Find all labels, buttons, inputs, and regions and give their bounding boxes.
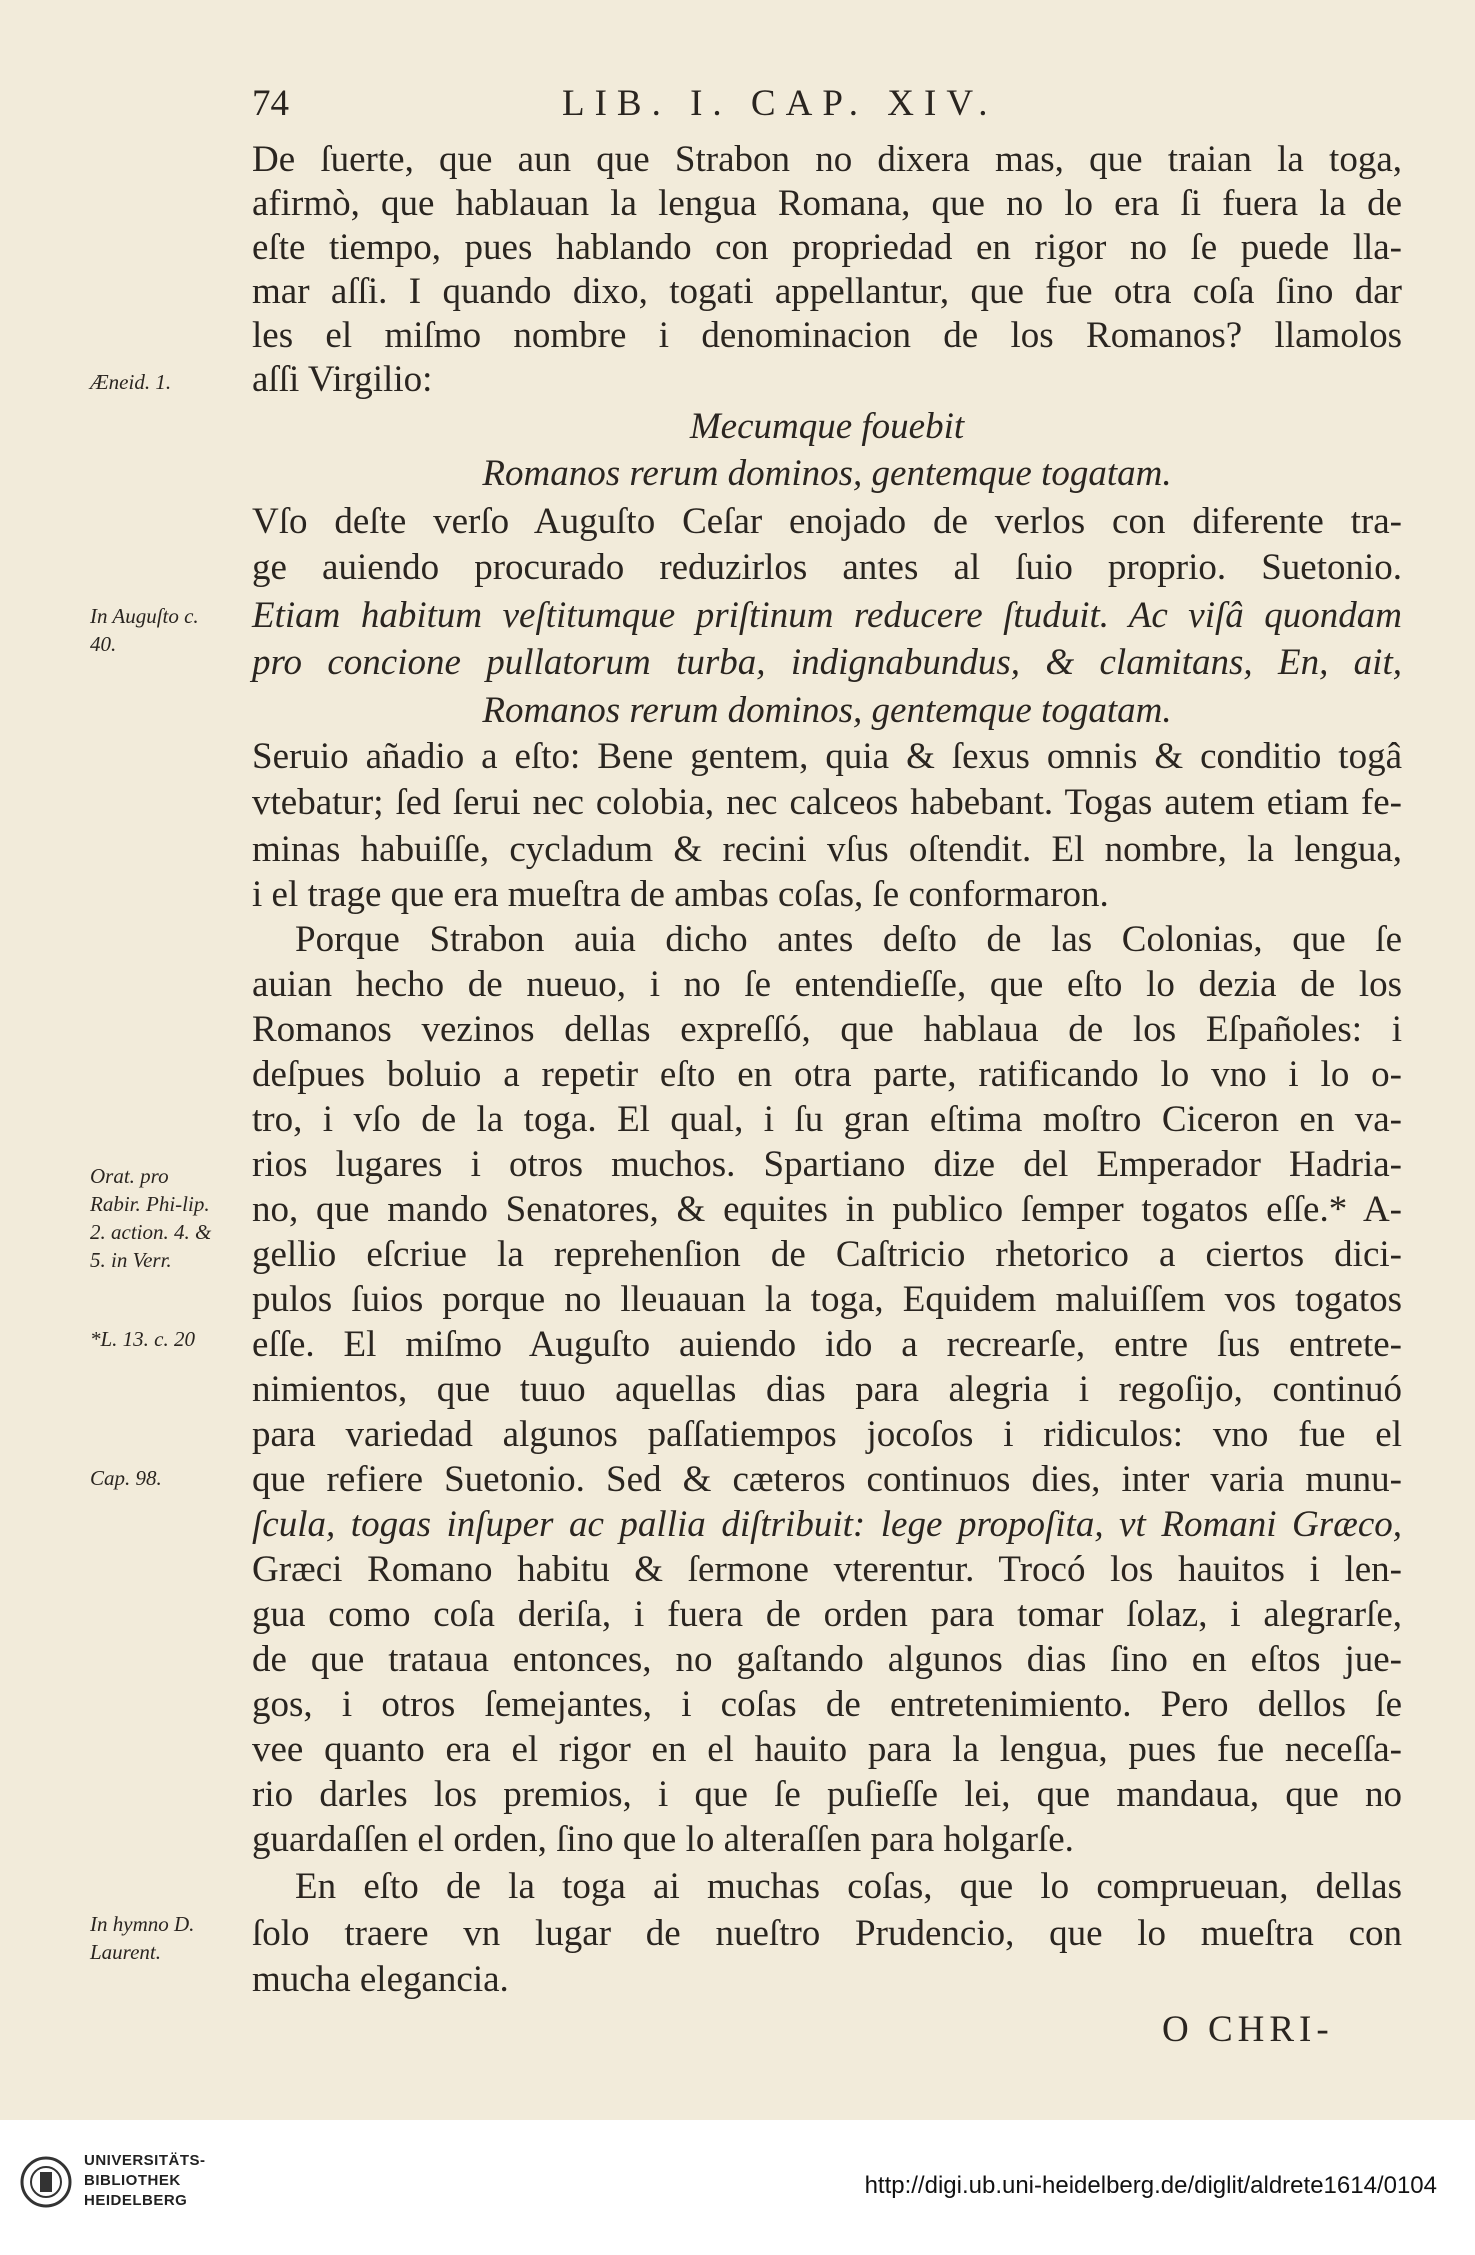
verse-line: Mecumque fouebit	[689, 406, 965, 447]
margin-note: *L. 13. c. 20	[90, 1327, 195, 1351]
margin-note: Cap. 98.	[90, 1466, 162, 1490]
text-line: pulos ſuios porque no lleuauan la toga, Equidem maluiſſem vos togatos	[252, 1279, 1402, 1320]
text-line: mucha elegancia.	[252, 1959, 509, 2000]
text-line: no, que mando Senatores, & equites in publico ſemper togatos eſſe.* A-	[252, 1189, 1402, 1230]
text-line: afirmò, que hablauan la lengua Romana, que no lo era ſi fuera la de	[252, 183, 1402, 224]
paragraph-start-line: En eſto de la toga ai muchas coſas, que lo comprueuan, dellas	[295, 1866, 1402, 1907]
verse-line: Romanos rerum dominos, gentemque togatam.	[482, 690, 1172, 731]
text-line: gos, i otros ſemejantes, i coſas de entretenimiento. Pero dellos ſe	[252, 1684, 1402, 1725]
text-line: eſſe. El miſmo Auguſto auiendo ido a recrearſe, entre ſus entrete-	[252, 1324, 1402, 1365]
text-line: guardaſſen el orden, ſino que lo alteraſſen para holgarſe.	[252, 1819, 1074, 1860]
text-line: gua como coſa deriſa, i fuera de orden para tomar ſolaz, i alegrarſe,	[252, 1594, 1402, 1635]
quote-line: pro concione pullatorum turba, indignabundus, & clamitans, En, ait,	[252, 642, 1402, 683]
text-line: gellio eſcriue la reprehenſion de Caſtricio rhetorico a ciertos dici-	[252, 1234, 1402, 1275]
running-head: LIB. I. CAP. XIV.	[562, 83, 998, 124]
logo-line: BIBLIOTHEK	[84, 2172, 181, 2189]
text-line: rios lugares i otros muchos. Spartiano dize del Emperador Hadria-	[252, 1144, 1402, 1185]
quote-line: ſcula, togas inſuper ac pallia diſtribuit: lege propoſita, vt Romani Græco,	[252, 1504, 1402, 1545]
text-line: Græci Romano habitu & ſermone vterentur. Trocó los hauitos i len-	[252, 1549, 1402, 1590]
text-line: Vſo deſte verſo Auguſto Ceſar enojado de verlos con diferente tra-	[252, 501, 1402, 542]
source-url-link[interactable]: http://digi.ub.uni-heidelberg.de/diglit/aldrete1614/0104	[864, 2172, 1437, 2199]
footer-bar	[0, 2120, 1475, 2255]
text-line: de que trataua entonces, no gaſtando algunos dias ſino en eſtos jue-	[252, 1639, 1402, 1680]
logo-line: UNIVERSITÄTS-	[84, 2152, 206, 2169]
library-seal-icon	[20, 2152, 72, 2212]
margin-note: In Auguſto c. 40.	[90, 604, 199, 656]
text-line: Seruio añadio a eſto: Bene gentem, quia & ſexus omnis & conditio togâ	[252, 736, 1402, 777]
text-line: deſpues boluio a repetir eſto en otra parte, ratificando lo vno i lo o-	[252, 1054, 1402, 1095]
page-header	[252, 82, 1402, 132]
text-line: Romanos vezinos dellas expreſſó, que hablaua de los Eſpañoles: i	[252, 1009, 1402, 1050]
text-line: les el miſmo nombre i denominacion de los Romanos? llamolos	[252, 315, 1402, 356]
text-line: tro, i vſo de la toga. El qual, i ſu gran eſtima moſtro Ciceron en va-	[252, 1099, 1402, 1140]
paragraph-start-line: Porque Strabon auia dicho antes deſto de las Colonias, que ſe	[295, 919, 1402, 960]
quote-line: Etiam habitum veſtitumque priſtinum reducere ſtuduit. Ac viſâ quondam	[252, 595, 1402, 636]
text-line: ſolo traere vn lugar de nueſtro Prudencio, que lo mueſtra con	[252, 1913, 1402, 1954]
catchword: O CHRI-	[1162, 2009, 1334, 2050]
logo-line: HEIDELBERG	[84, 2192, 188, 2209]
text-line: i el trage que era mueſtra de ambas coſas, ſe conformaron.	[252, 874, 1109, 915]
library-logo[interactable]	[20, 2148, 270, 2228]
text-line: mar aſſi. I quando dixo, togati appellantur, que fue otra coſa ſino dar	[252, 271, 1402, 312]
text-line: nimientos, que tuuo aquellas dias para alegria i regoſijo, continuó	[252, 1369, 1402, 1410]
text-line: para variedad algunos paſſatiempos jocoſos i ridiculos: vno fue el	[252, 1414, 1402, 1455]
text-line: De ſuerte, que aun que Strabon no dixera mas, que traian la toga,	[252, 139, 1402, 180]
text-line: vtebatur; ſed ſerui nec colobia, nec calceos habebant. Togas autem etiam fe-	[252, 782, 1402, 823]
text-line: rio darles los premios, i que ſe puſieſſe lei, que mandaua, que no	[252, 1774, 1402, 1815]
text-line: auian hecho de nueuo, i no ſe entendieſſe, que eſto lo dezia de los	[252, 964, 1402, 1005]
text-line: vee quanto era el rigor en el hauito para la lengua, pues fue neceſſa-	[252, 1729, 1402, 1770]
text-line: minas habuiſſe, cycladum & recini vſus oſtendit. El nombre, la lengua,	[252, 829, 1402, 870]
text-line: aſſi Virgilio:	[252, 359, 433, 400]
text-line: eſte tiempo, pues hablando con propriedad en rigor no ſe puede lla-	[252, 227, 1402, 268]
verse-line: Romanos rerum dominos, gentemque togatam.	[482, 453, 1172, 494]
margin-note: Orat. pro Rabir. Phi-lip. 2. action. 4. & 5. in Verr.	[90, 1164, 212, 1272]
margin-note: In hymno D. Laurent.	[90, 1912, 195, 1964]
margin-note: Æneid. 1.	[90, 370, 172, 394]
text-line: ge auiendo procurado reduzirlos antes al ſuio proprio. Suetonio.	[252, 547, 1402, 588]
page-number: 74	[252, 83, 289, 124]
text-line: que refiere Suetonio. Sed & cæteros continuos dies, inter varia munu-	[252, 1459, 1402, 1500]
